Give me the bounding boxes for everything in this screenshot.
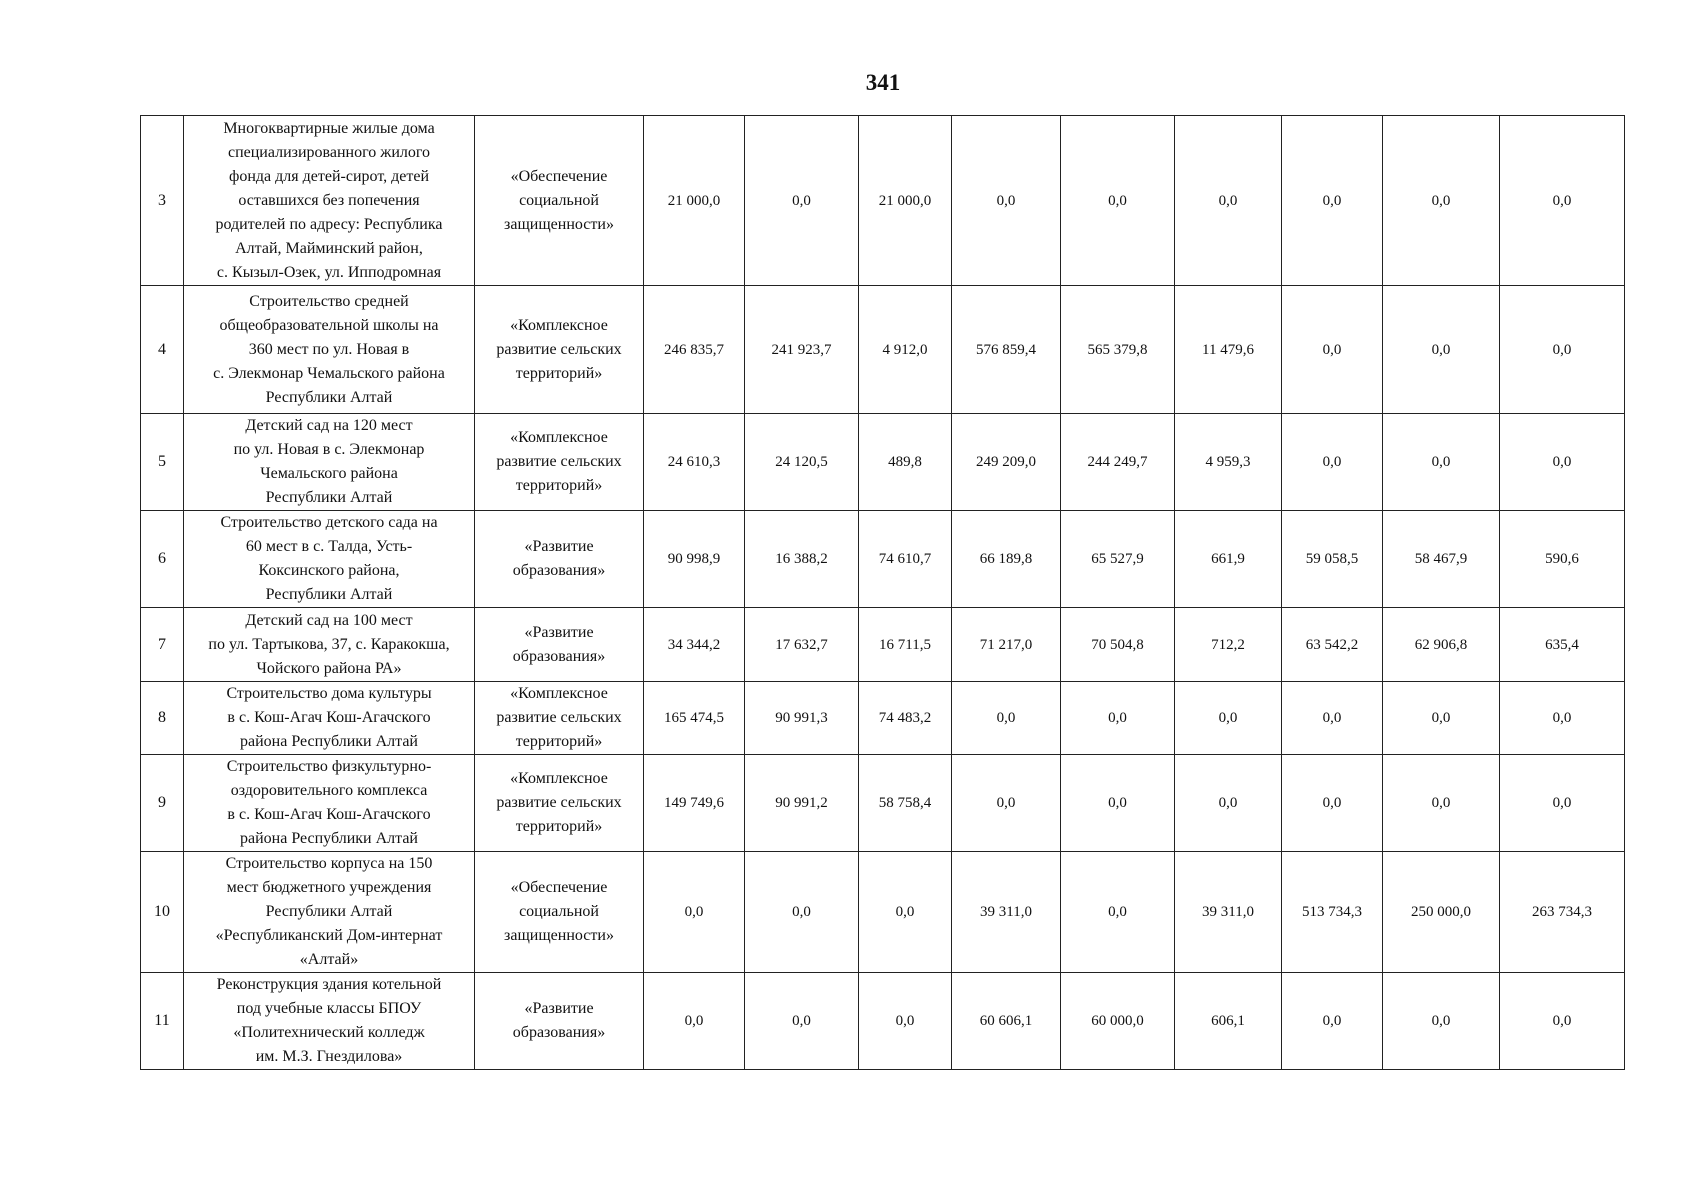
table-row	[141, 608, 1625, 682]
table-row	[141, 116, 1625, 286]
amount-cell: 489,8	[859, 414, 952, 511]
project-name-line: Республики Алтай	[265, 903, 393, 920]
row-number-cell: 7	[141, 608, 184, 682]
project-name-line: оставшихся без попечения	[238, 191, 420, 209]
amount-cell: 4 912,0	[859, 286, 952, 414]
amount-cell: 246 835,7	[644, 286, 745, 414]
project-name-line: Республики Алтай	[265, 586, 393, 603]
row-number-cell: 11	[141, 973, 184, 1070]
project-name-line: «Алтай»	[299, 951, 359, 968]
project-name-line: «Политехнический колледж	[233, 1024, 425, 1041]
project-name-line: Коксинского района,	[258, 562, 400, 579]
table-row	[141, 511, 1625, 608]
program-line: «Обеспечение	[510, 167, 608, 185]
program-line: «Комплексное	[510, 429, 608, 446]
program-line: «Развитие	[524, 538, 594, 555]
project-name-line: Чемальского района	[260, 465, 398, 482]
project-name-line: Строительство физкультурно-	[226, 758, 432, 775]
project-name-line: в с. Кош-Агач Кош-Агачского	[227, 806, 431, 823]
amount-cell: 0,0	[1061, 682, 1175, 755]
page-number: 341	[865, 70, 901, 95]
program-line: «Комплексное	[510, 770, 608, 787]
project-name-line: Чойского района РА»	[256, 659, 402, 677]
table-row	[141, 755, 1625, 852]
amount-cell: 0,0	[644, 973, 745, 1070]
amount-cell: 0,0	[1175, 116, 1282, 286]
amount-cell: 565 379,8	[1061, 286, 1175, 414]
amount-cell: 11 479,6	[1175, 286, 1282, 414]
amount-cell: 24 120,5	[745, 414, 859, 511]
amount-cell: 712,2	[1175, 608, 1282, 682]
amount-cell: 0,0	[1061, 755, 1175, 852]
row-number-cell: 5	[141, 414, 184, 511]
project-name-line: оздоровительного комплекса	[230, 782, 428, 799]
amount-cell: 0,0	[859, 973, 952, 1070]
row-number-cell: 3	[141, 116, 184, 286]
amount-cell: 0,0	[1282, 116, 1383, 286]
amount-cell: 0,0	[1383, 682, 1500, 755]
project-name-line: Строительство средней	[249, 292, 409, 310]
amount-cell: 60 000,0	[1061, 973, 1175, 1070]
project-name-line: Строительство корпуса на 150	[225, 855, 433, 872]
project-name-line: по ул. Тартыкова, 37, с. Каракокша,	[208, 635, 450, 653]
amount-cell: 513 734,3	[1282, 852, 1383, 973]
table-row	[141, 852, 1625, 973]
amount-cell: 71 217,0	[952, 608, 1061, 682]
amount-cell: 0,0	[952, 755, 1061, 852]
project-name-cell	[184, 286, 475, 414]
project-name-line: Детский сад на 100 мест	[245, 611, 413, 629]
table-row	[141, 973, 1625, 1070]
amount-cell: 0,0	[745, 973, 859, 1070]
program-line: развитие сельских	[496, 340, 622, 358]
program-line: «Комплексное	[510, 316, 608, 334]
amount-cell: 39 311,0	[1175, 852, 1282, 973]
project-name-cell	[184, 973, 475, 1070]
project-name-line: им. М.З. Гнездилова»	[255, 1048, 403, 1065]
amount-cell: 65 527,9	[1061, 511, 1175, 608]
project-name-line: района Республики Алтай	[240, 733, 418, 750]
amount-cell: 0,0	[1175, 682, 1282, 755]
table-row	[141, 682, 1625, 755]
amount-cell: 21 000,0	[644, 116, 745, 286]
amount-cell: 0,0	[745, 116, 859, 286]
program-cell	[475, 608, 644, 682]
amount-cell: 250 000,0	[1383, 852, 1500, 973]
amount-cell: 74 483,2	[859, 682, 952, 755]
program-line: «Развитие	[524, 1000, 594, 1017]
table-row	[141, 286, 1625, 414]
amount-cell: 70 504,8	[1061, 608, 1175, 682]
project-name-cell	[184, 414, 475, 511]
program-cell	[475, 116, 644, 286]
amount-cell: 90 998,9	[644, 511, 745, 608]
project-name-cell	[184, 608, 475, 682]
amount-cell: 606,1	[1175, 973, 1282, 1070]
program-line: развитие сельских	[496, 453, 622, 470]
amount-cell: 0,0	[1383, 116, 1500, 286]
project-name-line: Республики Алтай	[265, 489, 393, 506]
amount-cell: 58 758,4	[859, 755, 952, 852]
amount-cell: 0,0	[1061, 852, 1175, 973]
program-line: развитие сельских	[496, 709, 622, 726]
program-cell	[475, 286, 644, 414]
amount-cell: 149 749,6	[644, 755, 745, 852]
program-line: защищенности»	[504, 215, 614, 233]
project-name-line: мест бюджетного учреждения	[226, 879, 432, 896]
program-line: защищенности»	[504, 927, 614, 944]
amount-cell: 62 906,8	[1383, 608, 1500, 682]
project-name-line: фонда для детей-сирот, детей	[228, 167, 430, 185]
amount-cell: 24 610,3	[644, 414, 745, 511]
program-line: территорий»	[515, 477, 603, 494]
project-name-cell	[184, 116, 475, 286]
amount-cell: 0,0	[1500, 755, 1625, 852]
amount-cell: 0,0	[1061, 116, 1175, 286]
project-name-line: Реконструкция здания котельной	[216, 976, 442, 993]
program-line: развитие сельских	[496, 794, 622, 811]
amount-cell: 0,0	[644, 852, 745, 973]
amount-cell: 0,0	[745, 852, 859, 973]
project-name-line: «Республиканский Дом-интернат	[215, 927, 443, 944]
amount-cell: 21 000,0	[859, 116, 952, 286]
program-line: «Комплексное	[510, 685, 608, 702]
program-line: образования»	[512, 562, 606, 579]
program-line: «Обеспечение	[510, 879, 608, 896]
amount-cell: 0,0	[1282, 414, 1383, 511]
amount-cell: 60 606,1	[952, 973, 1061, 1070]
amount-cell: 590,6	[1500, 511, 1625, 608]
amount-cell: 0,0	[952, 116, 1061, 286]
project-name-line: с. Элекмонар Чемальского района	[213, 364, 445, 382]
program-line: территорий»	[515, 733, 603, 750]
amount-cell: 576 859,4	[952, 286, 1061, 414]
row-number-cell: 4	[141, 286, 184, 414]
amount-cell: 0,0	[1383, 973, 1500, 1070]
project-name-line: общеобразовательной школы на	[219, 316, 439, 334]
program-line: образования»	[512, 1024, 606, 1041]
project-name-line: 60 мест в с. Талда, Усть-	[245, 538, 413, 555]
project-name-line: Строительство детского сада на	[220, 514, 438, 531]
row-number-cell: 9	[141, 755, 184, 852]
project-name-line: Строительство дома культуры	[226, 685, 432, 702]
project-name-line: Республики Алтай	[265, 388, 393, 406]
amount-cell: 16 711,5	[859, 608, 952, 682]
amount-cell: 90 991,2	[745, 755, 859, 852]
amount-cell: 263 734,3	[1500, 852, 1625, 973]
amount-cell: 165 474,5	[644, 682, 745, 755]
project-name-cell	[184, 682, 475, 755]
program-line: социальной	[519, 191, 599, 209]
project-name-cell	[184, 852, 475, 973]
amount-cell: 244 249,7	[1061, 414, 1175, 511]
amount-cell: 635,4	[1500, 608, 1625, 682]
project-name-line: под учебные классы БПОУ	[236, 1000, 422, 1017]
amount-cell: 0,0	[1500, 414, 1625, 511]
program-cell	[475, 852, 644, 973]
project-name-line: 360 мест по ул. Новая в	[248, 340, 410, 358]
project-name-line: с. Кызыл-Озек, ул. Ипподромная	[216, 263, 442, 281]
amount-cell: 4 959,3	[1175, 414, 1282, 511]
project-name-line: Многоквартирные жилые дома	[223, 119, 435, 137]
amount-cell: 0,0	[1383, 414, 1500, 511]
amount-cell: 0,0	[1500, 116, 1625, 286]
amount-cell: 0,0	[1282, 973, 1383, 1070]
project-name-line: специализированного жилого	[227, 143, 431, 161]
row-number-cell: 10	[141, 852, 184, 973]
amount-cell: 0,0	[1500, 973, 1625, 1070]
program-line: социальной	[519, 903, 599, 920]
program-cell	[475, 755, 644, 852]
program-cell	[475, 511, 644, 608]
amount-cell: 0,0	[1500, 286, 1625, 414]
amount-cell: 241 923,7	[745, 286, 859, 414]
program-line: образования»	[512, 647, 606, 665]
amount-cell: 0,0	[1500, 682, 1625, 755]
amount-cell: 249 209,0	[952, 414, 1061, 511]
row-number-cell: 8	[141, 682, 184, 755]
amount-cell: 0,0	[1282, 755, 1383, 852]
amount-cell: 58 467,9	[1383, 511, 1500, 608]
amount-cell: 0,0	[1383, 755, 1500, 852]
amount-cell: 0,0	[859, 852, 952, 973]
project-name-line: района Республики Алтай	[240, 830, 418, 847]
amount-cell: 66 189,8	[952, 511, 1061, 608]
project-name-cell	[184, 755, 475, 852]
program-line: территорий»	[515, 818, 603, 835]
program-cell	[475, 973, 644, 1070]
amount-cell: 90 991,3	[745, 682, 859, 755]
amount-cell: 0,0	[1282, 682, 1383, 755]
amount-cell: 16 388,2	[745, 511, 859, 608]
amount-cell: 0,0	[1282, 286, 1383, 414]
project-name-line: в с. Кош-Агач Кош-Агачского	[227, 709, 431, 726]
project-name-line: родителей по адресу: Республика	[215, 215, 443, 233]
amount-cell: 59 058,5	[1282, 511, 1383, 608]
construction-projects-table	[140, 115, 1625, 1070]
project-name-line: по ул. Новая в с. Элекмонар	[233, 441, 425, 458]
row-number-cell: 6	[141, 511, 184, 608]
amount-cell: 39 311,0	[952, 852, 1061, 973]
amount-cell: 0,0	[952, 682, 1061, 755]
project-name-cell	[184, 511, 475, 608]
project-name-line: Детский сад на 120 мест	[245, 417, 413, 434]
program-line: «Развитие	[524, 623, 594, 641]
table-row	[141, 414, 1625, 511]
amount-cell: 74 610,7	[859, 511, 952, 608]
program-cell	[475, 414, 644, 511]
program-line: территорий»	[515, 364, 603, 382]
program-cell	[475, 682, 644, 755]
amount-cell: 0,0	[1383, 286, 1500, 414]
amount-cell: 661,9	[1175, 511, 1282, 608]
amount-cell: 34 344,2	[644, 608, 745, 682]
amount-cell: 0,0	[1175, 755, 1282, 852]
amount-cell: 17 632,7	[745, 608, 859, 682]
amount-cell: 63 542,2	[1282, 608, 1383, 682]
project-name-line: Алтай, Майминский район,	[235, 239, 423, 257]
